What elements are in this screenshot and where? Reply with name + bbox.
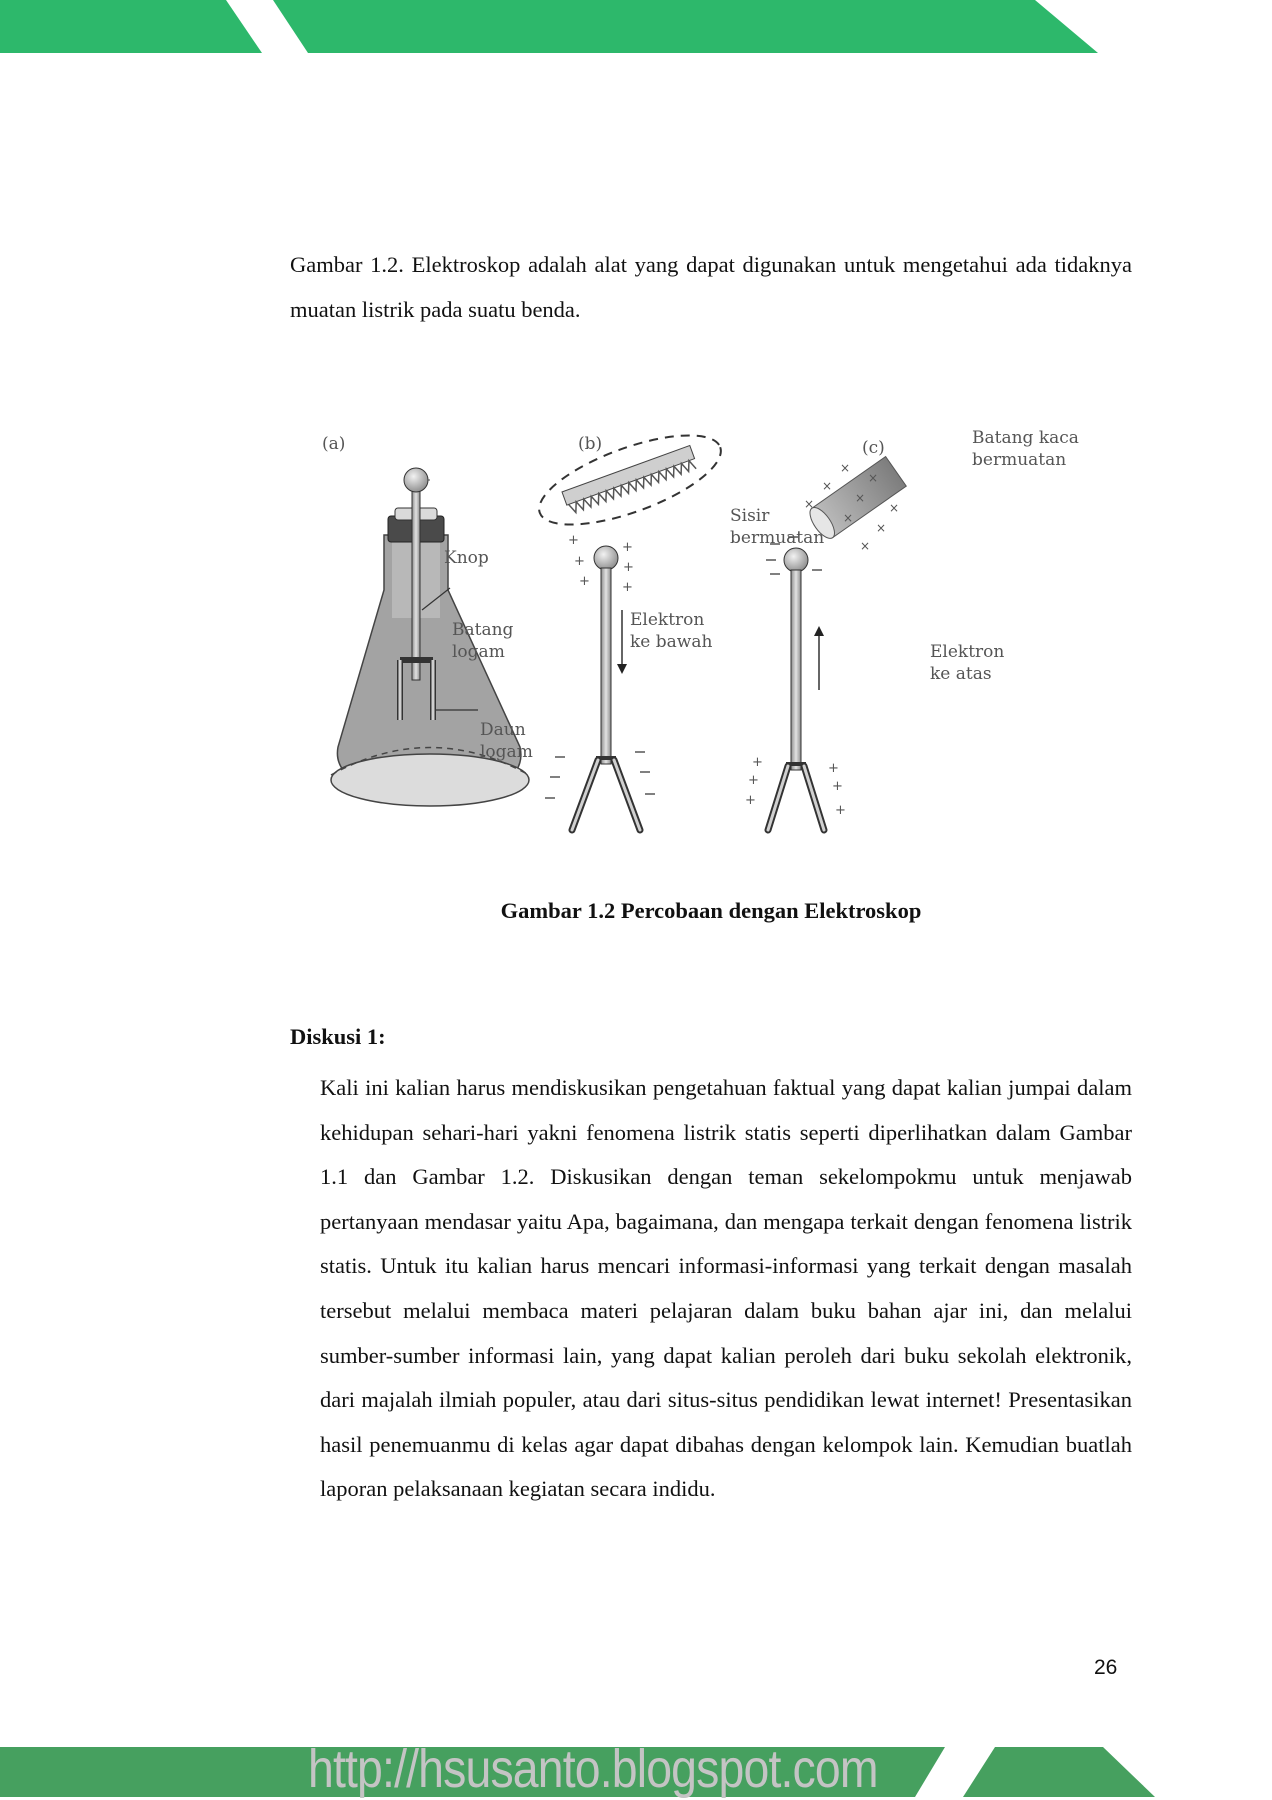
label-knop: Knop (444, 548, 489, 568)
label-elektron-c-2: ke atas (930, 664, 992, 684)
label-kaca-2: bermuatan (972, 450, 1067, 470)
panel-b-label: (b) (578, 434, 603, 454)
label-batang-1: Batang (452, 620, 514, 640)
svg-text:×: × (822, 479, 833, 493)
svg-text:+: + (828, 761, 839, 776)
header-band (0, 0, 1272, 60)
svg-text:+: + (574, 554, 585, 569)
svg-text:×: × (876, 521, 887, 535)
svg-text:+: + (579, 574, 590, 589)
svg-text:+: + (622, 540, 633, 555)
svg-text:×: × (855, 491, 866, 505)
label-sisir-2: bermuatan (730, 528, 825, 548)
intro-paragraph: Gambar 1.2. Elektroskop adalah alat yang dapat digunakan untuk mengetahui ada tidaknya muatan listrik pada suatu benda. (290, 252, 1132, 322)
label-daun-2: logam (480, 742, 533, 762)
svg-text:×: × (840, 461, 851, 475)
discussion-title: Diskusi 1: (290, 1024, 386, 1049)
svg-text:+: + (745, 793, 756, 808)
label-kaca-1: Batang kaca (972, 428, 1079, 448)
electroscope-illustration (300, 420, 1130, 840)
label-batang-2: logam (452, 642, 505, 662)
svg-text:+: + (622, 580, 633, 595)
discussion-body: Kali ini kalian harus mendiskusikan pengetahuan faktual yang dapat kalian jumpai dalam kehidupan sehari-hari yakni fenomena listrik statis seperti diperlihatkan dalam Gambar 1.1 dan Gambar 1.2. Diskusikan dengan teman sekelompokmu untuk menjawab pertanyaan mendasar yaitu Apa, bagaimana, dan mengapa terkait dengan fenomena listrik statis. Untuk itu kalian harus mencari informasi-informasi yang terkait dengan masalah tersebut melalui membaca materi pelajaran dalam buku bahan ajar ini, dan melalui sumber-sumber informasi lain, yang dapat kalian peroleh dari buku sekolah elektronik, dari majalah ilmiah populer, atau dari situs-situs pendidikan lewat internet! Presentasikan hasil penemuanmu di kelas agar dapat dibahas dengan kelompok lain. Kemudian buatlah laporan pelaksanaan kegiatan secara indidu. (320, 1075, 1132, 1502)
watermark-url: http://hsusanto.blogspot.com (308, 1739, 878, 1799)
page-number: 26 (1094, 1656, 1118, 1679)
panel-c-label: (c) (862, 438, 885, 458)
label-elektron-b-2: ke bawah (630, 632, 713, 652)
label-elektron-b-1: Elektron (630, 610, 705, 630)
label-daun-1: Daun (480, 720, 526, 740)
svg-text:+: + (623, 560, 634, 575)
electroscope-figure (300, 420, 1130, 840)
svg-text:+: + (832, 779, 843, 794)
panel-a-label: (a) (322, 434, 346, 454)
svg-text:×: × (804, 497, 815, 511)
svg-text:×: × (843, 511, 854, 525)
svg-text:×: × (860, 539, 871, 553)
label-sisir-1: Sisir (730, 506, 770, 526)
svg-text:+: + (748, 773, 759, 788)
svg-text:×: × (889, 501, 900, 515)
svg-text:+: + (752, 755, 763, 770)
svg-text:×: × (868, 471, 879, 485)
figure-caption: Gambar 1.2 Percobaan dengan Elektroskop (500, 898, 922, 923)
svg-text:+: + (835, 803, 846, 818)
svg-text:+: + (568, 533, 579, 548)
label-elektron-c-1: Elektron (930, 642, 1005, 662)
